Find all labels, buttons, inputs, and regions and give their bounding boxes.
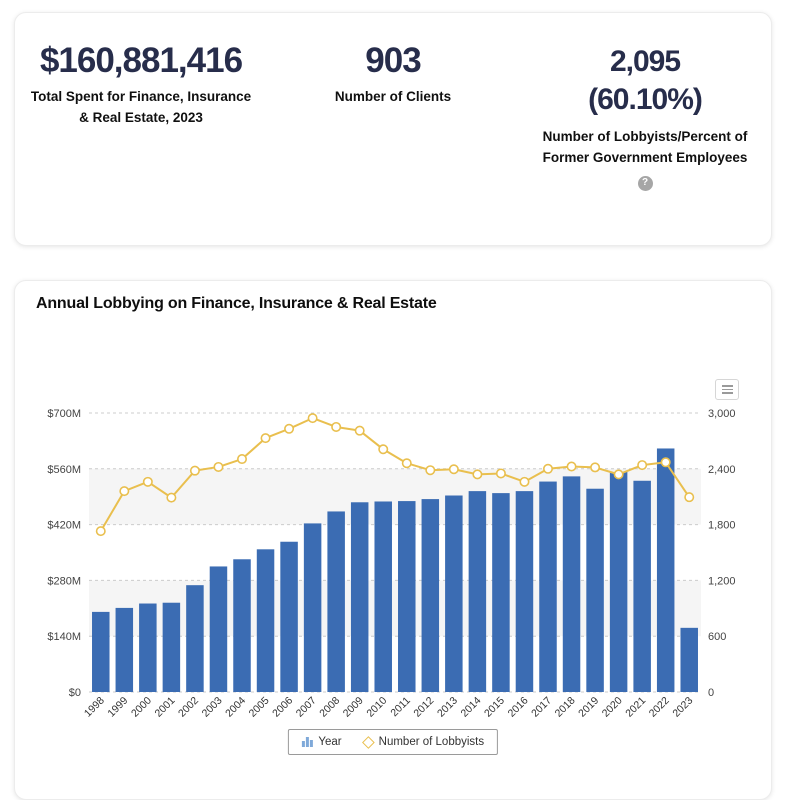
x-label-2009: 2009 [340,694,366,720]
bar-2017[interactable] [539,482,557,692]
bar-2001[interactable] [163,603,181,692]
x-label-2010: 2010 [364,694,390,720]
lobbyists-point-2009[interactable] [355,426,363,434]
bar-2023[interactable] [680,628,698,692]
bar-2009[interactable] [351,502,369,692]
bar-2005[interactable] [257,549,275,692]
left-axis-label: $0 [68,687,81,699]
stat-total-spent [15,43,267,129]
bar-chart-icon [302,737,313,747]
x-label-2020: 2020 [599,694,625,720]
x-label-2015: 2015 [482,694,508,720]
lobbyists-point-2021[interactable] [638,461,646,469]
bar-2010[interactable] [374,501,392,692]
clients-value: 903 [365,41,421,80]
bar-2013[interactable] [445,496,463,692]
x-label-1999: 1999 [105,694,131,720]
chart-card [14,280,772,800]
bar-2016[interactable] [516,491,534,692]
x-label-2005: 2005 [246,694,272,720]
x-label-2018: 2018 [552,694,578,720]
lobbyists-point-2022[interactable] [661,458,669,466]
left-axis-label: $140M [47,631,81,644]
lobbyists-point-2001[interactable] [167,493,175,501]
x-label-2012: 2012 [411,694,437,720]
right-axis-label: 0 [708,687,715,699]
x-label-2014: 2014 [458,694,484,720]
right-axis-label: 1,800 [708,519,736,532]
x-label-2002: 2002 [176,694,202,720]
clients-label: Number of Clients [334,89,452,104]
bar-2002[interactable] [186,585,204,692]
left-axis-label: $280M [47,575,81,588]
bar-2006[interactable] [280,542,298,692]
lobbyists-point-2000[interactable] [144,478,152,486]
bar-2004[interactable] [233,559,251,692]
x-label-2008: 2008 [317,694,343,720]
x-label-2001: 2001 [152,694,178,720]
lobbyists-point-2011[interactable] [403,459,411,467]
lobbyists-point-2023[interactable] [685,493,693,501]
lobbyists-point-2005[interactable] [261,434,269,442]
x-label-2019: 2019 [576,694,602,720]
bar-2014[interactable] [469,491,487,692]
stats-card [14,12,772,246]
lobbyists-point-2003[interactable] [214,463,222,471]
stat-lobbyists [519,43,771,191]
lobbying-chart [15,281,773,781]
right-axis-label: 600 [708,631,727,644]
lobbyists-point-2008[interactable] [332,423,340,431]
lobbyists-point-2006[interactable] [285,425,293,433]
bar-1998[interactable] [92,612,110,692]
bar-2008[interactable] [327,511,345,692]
lobbyists-point-2020[interactable] [614,470,622,478]
chart-legend [288,729,498,755]
legend-lobbyists-label: Number of Lobbyists [378,736,485,748]
lobbyists-point-2017[interactable] [544,465,552,473]
bar-2019[interactable] [586,489,604,692]
bar-2012[interactable] [422,499,440,692]
total-spent-label: Total Spent for Finance, Insurance & Real Estate, 2023 [30,89,252,125]
legend-item-year[interactable] [302,736,342,748]
x-label-2021: 2021 [623,694,649,720]
x-label-2022: 2022 [646,694,672,720]
x-label-2017: 2017 [529,694,555,720]
diamond-icon [362,736,375,749]
bar-1999[interactable] [116,608,134,692]
bar-2015[interactable] [492,493,510,692]
plot-band [89,580,701,636]
stat-clients [267,43,519,108]
left-axis-label: $700M [47,408,81,420]
right-axis-label: 2,400 [708,463,736,476]
lobbyists-point-2013[interactable] [450,465,458,473]
x-label-2016: 2016 [505,694,531,720]
x-label-2013: 2013 [434,694,460,720]
lobbyists-point-2018[interactable] [567,462,575,470]
bar-2003[interactable] [210,566,228,692]
bar-2021[interactable] [633,481,651,692]
x-label-2003: 2003 [199,694,225,720]
lobbyists-point-2002[interactable] [191,466,199,474]
x-label-2007: 2007 [293,694,319,720]
x-label-2004: 2004 [223,694,249,720]
left-axis-label: $560M [47,463,81,476]
lobbyists-point-2012[interactable] [426,466,434,474]
plot-band [89,469,701,525]
lobbyists-value: 2,095 (60.10%) [588,45,702,116]
bar-2007[interactable] [304,523,322,692]
x-label-2000: 2000 [128,694,154,720]
legend-item-lobbyists[interactable] [364,736,484,748]
x-label-1998: 1998 [81,694,107,720]
lobbyists-point-2015[interactable] [497,469,505,477]
x-label-2006: 2006 [270,694,296,720]
bar-2011[interactable] [398,501,416,692]
bar-2022[interactable] [657,448,675,692]
x-label-2011: 2011 [388,694,413,720]
bar-2000[interactable] [139,604,157,692]
lobbyists-point-2016[interactable] [520,478,528,486]
lobbyists-point-1999[interactable] [120,487,128,495]
lobbyists-point-2007[interactable] [308,414,316,422]
lobbyists-point-2004[interactable] [238,455,246,463]
help-icon[interactable]: ? [638,176,653,191]
lobbyists-point-2014[interactable] [473,470,481,478]
left-axis-label: $420M [47,519,81,532]
bar-2018[interactable] [563,476,581,692]
bar-2020[interactable] [610,472,628,692]
lobbyists-point-1998[interactable] [97,527,105,535]
x-label-2023: 2023 [670,694,696,720]
chart-title: Annual Lobbying on Finance, Insurance & Real Estate [36,295,437,312]
right-axis-label: 3,000 [708,408,736,420]
lobbyists-point-2010[interactable] [379,445,387,453]
lobbyists-point-2019[interactable] [591,463,599,471]
lobbyists-label: Number of Lobbyists/Percent of Former Government Employees [542,129,748,165]
right-axis-label: 1,200 [708,575,736,588]
total-spent-value: $160,881,416 [39,41,243,80]
legend-year-label: Year [318,736,342,748]
